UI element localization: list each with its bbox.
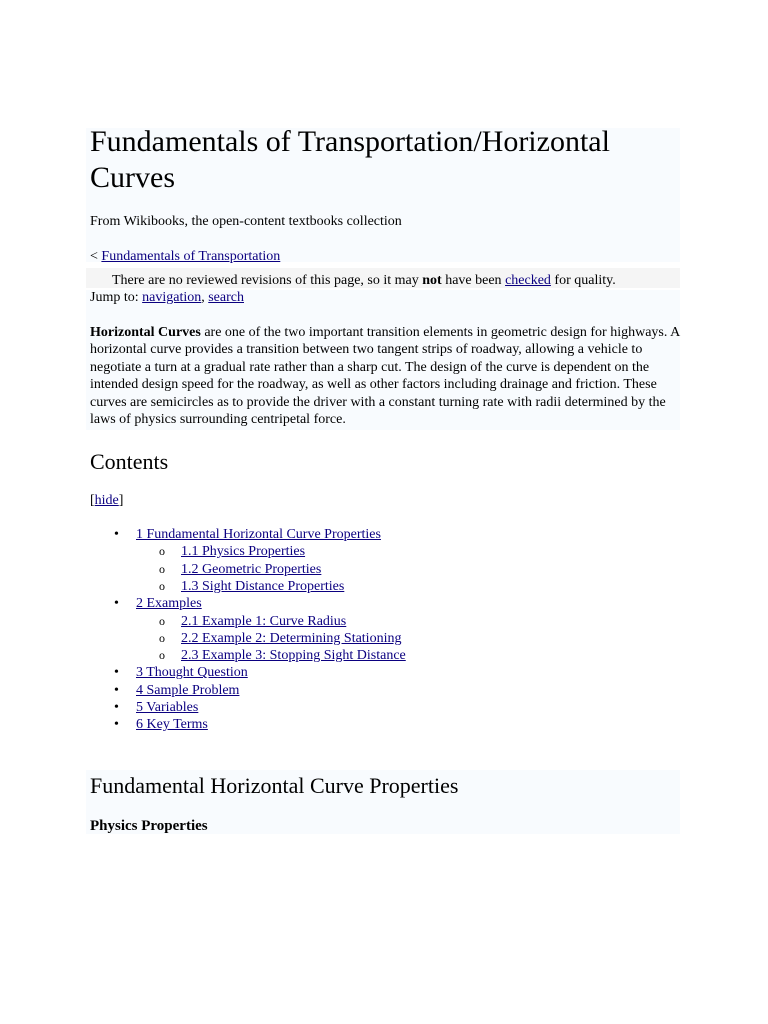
page-title: Fundamentals of Transportation/Horizontal Curves bbox=[90, 125, 610, 194]
intro-paragraph bbox=[90, 324, 680, 428]
toc-item-link[interactable]: 4 Sample Problem bbox=[136, 682, 240, 698]
breadcrumb-prefix: < bbox=[90, 249, 102, 264]
review-notice-text-1: There are no reviewed revisions of this page, so it may bbox=[112, 273, 423, 288]
toc-item-link[interactable]: 5 Variables bbox=[136, 700, 199, 715]
toc-item-bullet: • bbox=[114, 596, 119, 612]
toc-subitem-bullet: o bbox=[159, 544, 165, 559]
toc-item-bullet: • bbox=[114, 682, 119, 698]
review-notice bbox=[112, 272, 616, 289]
navigation-link[interactable]: navigation bbox=[142, 290, 202, 305]
toc-subitem-link[interactable]: 1.3 Sight Distance Properties bbox=[181, 578, 345, 594]
toc-subitem-bullet: o bbox=[159, 561, 165, 576]
toc-item-bullet: • bbox=[114, 527, 119, 542]
breadcrumb bbox=[90, 248, 280, 265]
toc-item-bullet: • bbox=[114, 717, 119, 733]
tagline bbox=[90, 213, 402, 230]
toc-item-link[interactable]: 1 Fundamental Horizontal Curve Properties bbox=[136, 527, 381, 542]
review-notice-text-3: for quality. bbox=[550, 273, 616, 288]
review-notice-bold: not bbox=[422, 273, 442, 288]
jump-to bbox=[90, 289, 244, 306]
toc-subitem-bullet: o bbox=[159, 613, 165, 628]
checked-link[interactable]: checked bbox=[505, 273, 551, 288]
section-heading: Fundamental Horizontal Curve Properties bbox=[90, 773, 459, 798]
tagline-text: From Wikibooks, the open-content textbooks collection bbox=[90, 214, 402, 229]
toc-subitem-bullet: o bbox=[159, 578, 165, 593]
jump-label: Jump to: bbox=[90, 290, 143, 305]
toc-subitem-link[interactable]: 2.3 Example 3: Stopping Sight Distance bbox=[181, 648, 406, 664]
toc-subitem-link[interactable]: 2.2 Example 2: Determining Stationing bbox=[181, 630, 402, 646]
toc-item-link[interactable]: 2 Examples bbox=[136, 596, 202, 612]
subsection-heading: Physics Properties bbox=[90, 818, 208, 834]
toc-item-bullet: • bbox=[114, 700, 119, 715]
toc-item-link[interactable]: 6 Key Terms bbox=[136, 717, 208, 733]
toc-subitem-bullet: o bbox=[159, 648, 165, 663]
toc-toggle bbox=[90, 492, 123, 509]
intro-text: are one of the two important transition elements in geometric design for highways. A horizontal curve provides a transition between two tangent strips of roadway, allowing a vehicle to negotiate a turn at a gradual rate rather than a sharp cut. The design of the curve is dependent on the intended design speed for the roadway, as well as other factors including drainage and friction. These curves are semicircles as to provide the driver with a constant turning rate with radii determined by the laws of physics surrounding centripetal force. bbox=[90, 325, 680, 428]
search-link[interactable]: search bbox=[208, 290, 244, 305]
toc-toggle-open: [ bbox=[90, 493, 95, 508]
toc-heading: Contents bbox=[90, 449, 169, 474]
toc-toggle-close: ] bbox=[118, 493, 124, 508]
toc-item-link[interactable]: 3 Thought Question bbox=[136, 665, 248, 681]
toc-subitem-link[interactable]: 2.1 Example 1: Curve Radius bbox=[181, 613, 347, 629]
toc-item-bullet: • bbox=[114, 665, 119, 681]
review-notice-text-2: have been bbox=[441, 273, 506, 288]
toc-hide-link[interactable]: hide bbox=[94, 493, 119, 508]
toc-subitem-link[interactable]: 1.1 Physics Properties bbox=[181, 544, 306, 560]
breadcrumb-parent-link[interactable]: Fundamentals of Transportation bbox=[101, 249, 281, 264]
intro-bold-term: Horizontal Curves bbox=[90, 325, 201, 340]
jump-separator: , bbox=[201, 290, 209, 305]
toc-subitem-bullet: o bbox=[159, 630, 165, 645]
toc-subitem-link[interactable]: 1.2 Geometric Properties bbox=[181, 561, 322, 577]
